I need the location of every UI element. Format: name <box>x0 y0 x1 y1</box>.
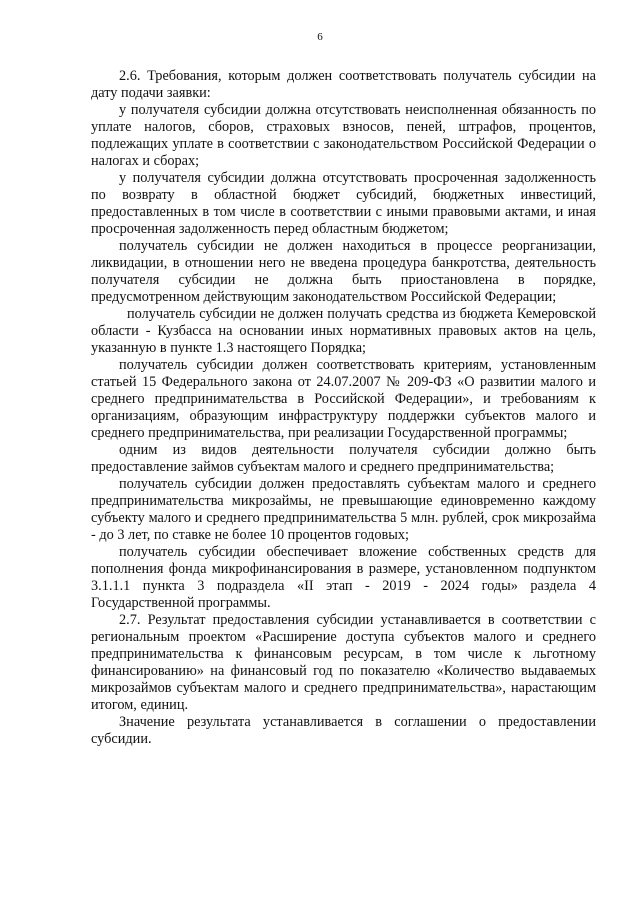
paragraph-2-7-result: 2.7. Результат предоставления субсидии устанавливается в соответствии с региональным проектом «Расширение доступа субъектов малого и среднего предпринимательства к финансовым ресурсам, в том числе к льготному финансированию» на финансовый год по показателю «Количество выдаваемых микрозаймов субъектам малого и среднего предпринимательства», нарастающим итогом, единиц. <box>91 612 596 713</box>
paragraph-criteria: получатель субсидии должен соответствовать критериям, установленным статьей 15 Федерального закона от 24.07.2007 № 209-ФЗ «О развитии малого и среднего предпринимательства в Российской Федерации», и требованиям к организациям, образующим инфраструктуру поддержки субъектов малого и среднего предпринимательства, при реализации Государственной программы; <box>91 357 596 441</box>
paragraph-microloans: получатель субсидии должен предоставлять субъектам малого и среднего предпринимательства микрозаймы, не превышающие единовременно каждому субъекту малого и среднего предпринимательства 5 млн. рублей, срок микрозайма - до 3 лет, по ставке не более 10 процентов годовых; <box>91 476 596 543</box>
paragraph-budget-debt: у получателя субсидии должна отсутствовать просроченная задолженность по возврату в областной бюджет субсидий, бюджетных инвестиций, предоставленных в том числе в соответствии с иными правовыми актами, и иная просроченная задолженность перед областным бюджетом; <box>91 170 596 237</box>
paragraph-other-funds: получатель субсидии не должен получать средства из бюджета Кемеровской области - Кузбасса на основании иных нормативных правовых актов на цель, указанную в пункте 1.3 настоящего Порядка; <box>91 306 596 356</box>
paragraph-reorganization: получатель субсидии не должен находиться в процессе реорганизации, ликвидации, в отношении него не введена процедура банкротства, деятельность получателя субсидии не должна быть приостановлена в порядке, предусмотренном действующим законодательством Российской Федерации; <box>91 238 596 305</box>
paragraph-own-funds: получатель субсидии обеспечивает вложение собственных средств для пополнения фонда микрофинансирования в размере, установленном подпунктом 3.1.1.1 пункта 3 подраздела «II этап - 2019 - 2024 годы» раздела 4 Государственной программы. <box>91 544 596 611</box>
paragraph-tax-arrears: у получателя субсидии должна отсутствовать неисполненная обязанность по уплате налогов, сборов, страховых взносов, пеней, штрафов, процентов, подлежащих уплате в соответствии с законодательством Российской Федерации о налогах и сборах; <box>91 102 596 169</box>
paragraph-result-value: Значение результата устанавливается в соглашении о предоставлении субсидии. <box>91 714 596 747</box>
paragraph-activity: одним из видов деятельности получателя субсидии должно быть предоставление займов субъектам малого и среднего предпринимательства; <box>91 442 596 475</box>
paragraph-2-6-heading: 2.6. Требования, которым должен соответствовать получатель субсидии на дату подачи заявки: <box>91 68 596 101</box>
page-number: 6 <box>317 31 323 43</box>
document-body <box>91 68 596 748</box>
